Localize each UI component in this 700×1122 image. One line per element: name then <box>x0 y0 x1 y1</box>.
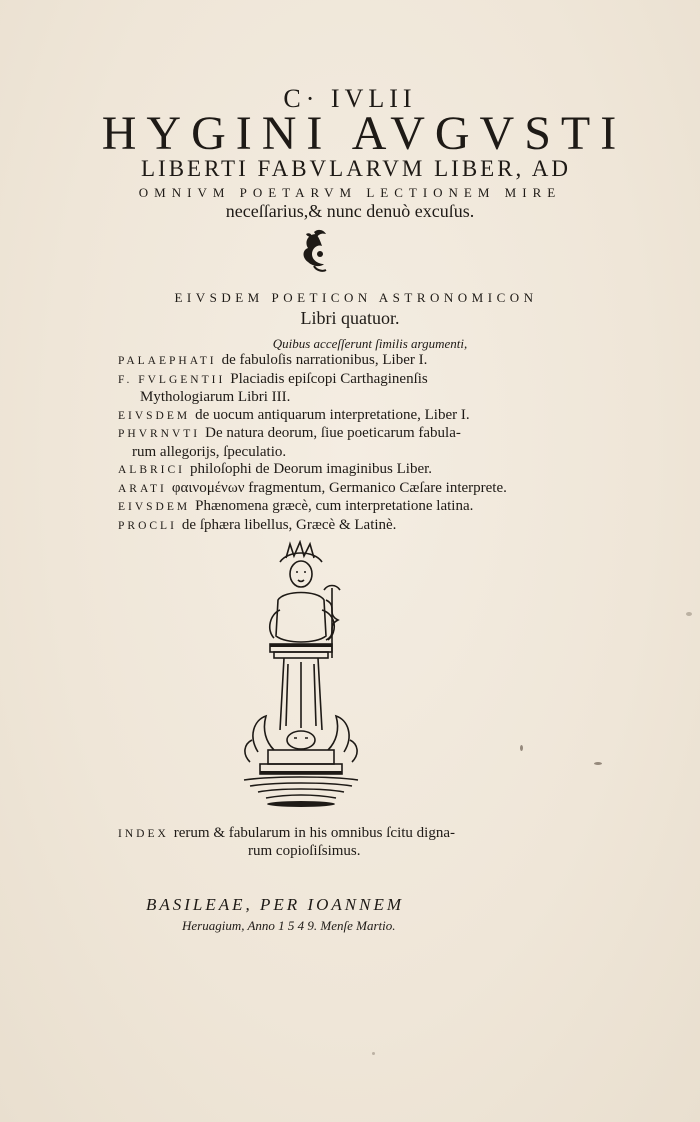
printers-mark-icon <box>240 540 362 808</box>
list-item: Mythologiarum Libri III. <box>140 389 291 405</box>
subtitle-books: Libri quatuor. <box>300 308 400 328</box>
floral-ornament-icon <box>296 228 336 274</box>
paper-speck <box>594 762 602 765</box>
title-line-name: HYGINI AVGVSTI <box>101 107 627 160</box>
contents-list <box>118 352 538 535</box>
paper-speck <box>372 1052 375 1055</box>
index-line-2: rum copioſiſsimus. <box>248 843 361 859</box>
list-item: F. FVLGENTII Placiadis epiſcopi Carthaginenſis <box>118 370 428 387</box>
title-line-work: LIBERTI FABVLARVM LIBER, AD <box>140 156 572 181</box>
list-item: EIVSDEM de uocum antiquarum interpretatione, Liber I. <box>118 406 470 423</box>
list-item: EIVSDEM Phænomena græcè, cum interpretatione latina. <box>118 498 474 514</box>
imprint-date: Heruagium, Anno 1 5 4 9. Menſe Martio. <box>182 918 396 933</box>
list-item: PROCLI de ſphæra libellus, Græcè & Latinè. <box>118 516 397 533</box>
title-line-readers: OMNIVM POETARVM LECTIONEM MIRE <box>138 185 562 200</box>
paper-speck <box>520 745 523 751</box>
subtitle-added: Quibus acceſſerunt ſimilis argumenti, <box>272 336 468 351</box>
index-line-1: INDEX rerum & fabularum in his omnibus ſcitu digna- <box>118 825 455 841</box>
imprint-place: BASILEAE, PER IOANNEM <box>146 895 404 914</box>
list-item: PHVRNVTI De natura deorum, ſiue poeticarum fabula- <box>118 425 461 441</box>
list-item: rum allegorijs, ſpeculatio. <box>132 443 287 460</box>
paper-speck <box>686 612 692 616</box>
list-item: PALAEPHATI de fabuloſis narrationibus, Liber I. <box>118 352 428 368</box>
subtitle-astronomicon: EIVSDEM POETICON ASTRONOMICON <box>174 290 538 305</box>
list-item: ARATI φαινομένων fragmentum, Germanico Cæſare interprete. <box>118 479 507 496</box>
title-line-necessary: neceſſarius,& nunc denuò excuſus. <box>225 201 475 221</box>
title-line-author: C· IVLII <box>283 84 417 113</box>
list-item: ALBRICI philoſophi de Deorum imaginibus Liber. <box>118 461 433 477</box>
